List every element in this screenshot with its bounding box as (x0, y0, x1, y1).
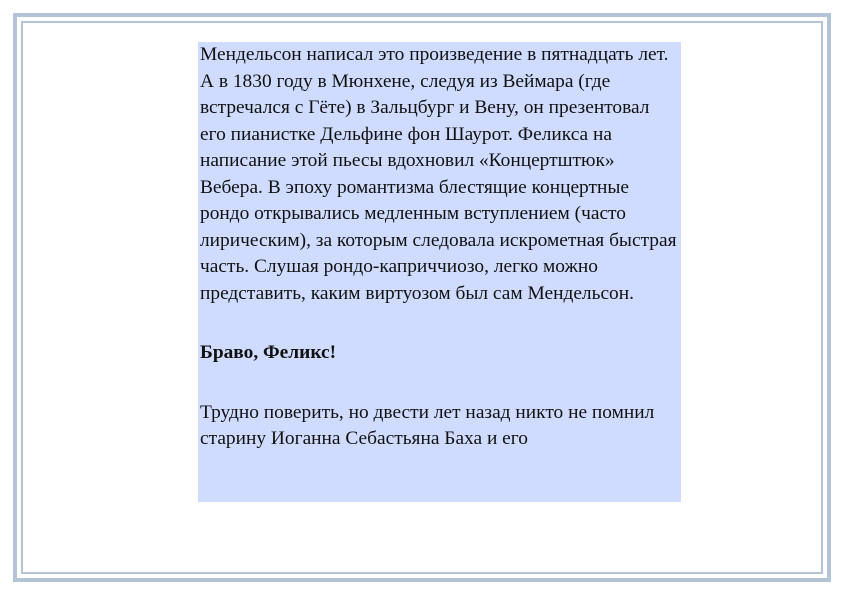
text-block (198, 42, 681, 502)
paragraph-spacer (200, 307, 677, 340)
paragraph-mendelssohn: Мендельсон написал это произведение в пятнадцать лет. А в 1830 году в Мюнхене, следуя из Веймара (где встречался с Гёте) в Зальцбург и Вену, он презентовал его пианистке Дельфине фон Шаурот. Феликса на написание этой пьесы вдохновил «Концертштюк» Вебера. В эпоху романтизма блестящие концертные рондо открывались медленным вступлением (часто лирическим), за которым следовала искрометная быстрая часть. Слушая рондо-каприччиозо, легко можно представить, каким виртуозом был сам Мендельсон. (200, 44, 677, 304)
paragraph-bach: Трудно поверить, но двести лет назад никто не помнил старину Иоганна Себастьяна Баха и его (200, 401, 655, 449)
section-heading: Браво, Феликс! (200, 342, 337, 363)
paragraph-spacer (200, 367, 677, 400)
